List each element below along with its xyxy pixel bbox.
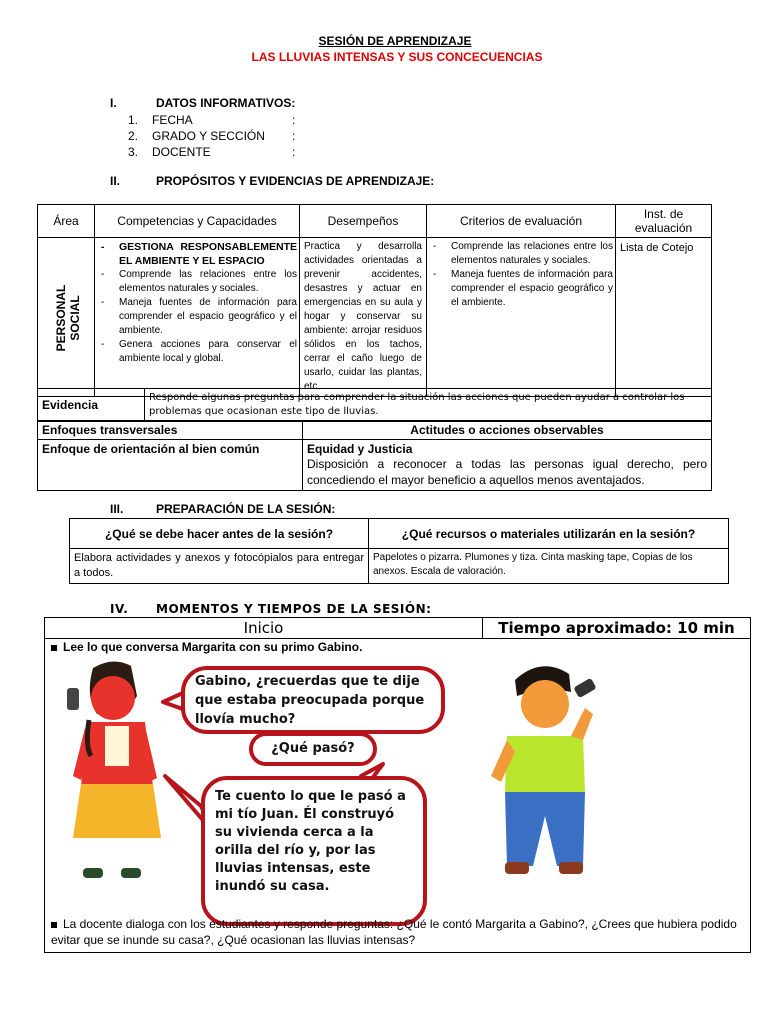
section1-title: DATOS INFORMATIVOS: xyxy=(156,96,296,110)
actitud-cell xyxy=(303,440,712,491)
valor-label: Equidad y Justicia xyxy=(307,442,413,456)
bullet-square-icon xyxy=(51,645,57,651)
evidence-table xyxy=(37,388,712,422)
list-item: 2. GRADO Y SECCIÓN : xyxy=(128,129,296,143)
competencias-cell xyxy=(95,238,300,397)
header-competencias: Competencias y Capacidades xyxy=(95,205,300,238)
list-item: 1. FECHA : xyxy=(128,113,296,127)
list-item: 3. DOCENTE : xyxy=(128,145,296,159)
desempeno-cell: Practica y desarrolla actividades orientadas a prevenir accidentes, desastres y actuar en emergencias en su aula y hogar y conservar su ambiente: arrojar residuos sólidos en los tachos, cerrar el caño luego de usarlo, cuidar las plantas, etc. xyxy=(300,238,427,397)
actitud-text: Disposición a reconocer a todas las personas igual derecho, pero concediendo el mayor beneficio a aquellos menos aventajados. xyxy=(307,457,707,487)
section1-list xyxy=(128,112,295,160)
section3-title: PREPARACIÓN DE LA SESIÓN: xyxy=(156,502,336,516)
section2-number: II. xyxy=(110,174,121,188)
bullet-dialog: La docente dialoga con los estudiantes y responde preguntas: ¿Qué le contó Margarita a Gabino?, ¿Crees que hubiera podido evitar que se inunde su casa?, ¿Qué ocasionan las lluvias intensas? xyxy=(51,917,737,947)
section4-number: IV. xyxy=(110,602,129,616)
list-item: - Maneja fuentes de información para comprender el espacio geográfico y el ambiente. xyxy=(97,296,297,338)
speech-bubble-margarita-1: Gabino, ¿recuerdas que te dije que estaba preocupada porque llovía mucho? xyxy=(181,666,445,734)
bullet-square-icon xyxy=(51,922,57,928)
section1-number: I. xyxy=(110,96,117,110)
evidence-text: Responde algunas preguntas para comprender la situación las acciones que pueden ayudar a controlar los problemas que ocasionan este tipo de lluvias. xyxy=(145,389,712,422)
criterios-cell xyxy=(427,238,616,397)
actitudes-label: Actitudes o acciones observables xyxy=(303,421,712,440)
girl-figure xyxy=(67,661,161,878)
preparation-table xyxy=(69,518,729,584)
competencias-list xyxy=(97,240,297,366)
list-item: - Maneja fuentes de información para comprender el espacio geográfico y el ambiente. xyxy=(429,268,613,310)
boy-figure xyxy=(491,666,597,874)
header-instrumento: Inst. de evaluación xyxy=(616,205,712,238)
moments-box xyxy=(44,617,751,953)
answer-before: Elabora actividades y anexos y fotocópialos para entregar a todos. xyxy=(70,549,369,584)
section2-title: PROPÓSITOS Y EVIDENCIAS DE APRENDIZAJE: xyxy=(156,174,435,188)
phase-cell xyxy=(45,618,483,639)
document-subtitle: LAS LLUVIAS INTENSAS Y SUS CONCECUENCIAS xyxy=(251,50,543,64)
bullet-read: Lee lo que conversa Margarita con su primo Gabino. xyxy=(51,640,362,654)
competencia-title: - GESTIONA RESPONSABLEMENTE EL AMBIENTE Y EL ESPACIO xyxy=(97,240,297,268)
speech-bubble-gabino: ¿Qué pasó? xyxy=(249,732,377,766)
list-item: - Genera acciones para conservar el ambiente local y global. xyxy=(97,338,297,366)
area-cell xyxy=(38,238,95,397)
section3-number: III. xyxy=(110,502,124,516)
answer-materials: Papelotes o pizarra. Plumones y tiza. Cinta masking tape, Copias de los anexos. Escala de valoración. xyxy=(369,549,729,584)
instrumento-cell: Lista de Cotejo xyxy=(616,238,712,397)
section4-title: MOMENTOS Y TIEMPOS DE LA SESIÓN: xyxy=(156,602,432,616)
time-label: Tiempo aproximado: 10 min xyxy=(498,619,735,637)
phase-label: Inicio xyxy=(243,619,284,637)
header-desempenos: Desempeños xyxy=(300,205,427,238)
header-criterios: Criterios de evaluación xyxy=(427,205,616,238)
approach-table xyxy=(37,420,712,491)
question-materials: ¿Qué recursos o materiales utilizarán en la sesión? xyxy=(369,519,729,549)
area-label: PERSONAL SOCIAL xyxy=(54,284,82,352)
speech-bubble-margarita-2: Te cuento lo que le pasó a mi tío Juan. Él construyó su vivienda cerca a la orilla del río y, por las lluvias intensas, este inundó su casa. xyxy=(201,776,427,926)
question-before: ¿Qué se debe hacer antes de la sesión? xyxy=(70,519,369,549)
evidence-label: Evidencia xyxy=(38,389,145,422)
criterios-list xyxy=(429,240,613,310)
time-cell xyxy=(483,618,750,639)
document-title: SESIÓN DE APRENDIZAJE xyxy=(318,34,472,48)
enfoque-cell: Enfoque de orientación al bien común xyxy=(38,440,303,491)
list-item: - Comprende las relaciones entre los elementos naturales y sociales. xyxy=(97,268,297,296)
header-area: Área xyxy=(38,205,95,238)
enfoques-label: Enfoques transversales xyxy=(38,421,303,440)
list-item: - Comprende las relaciones entre los elementos naturales y sociales. xyxy=(429,240,613,268)
purposes-table xyxy=(37,204,712,397)
